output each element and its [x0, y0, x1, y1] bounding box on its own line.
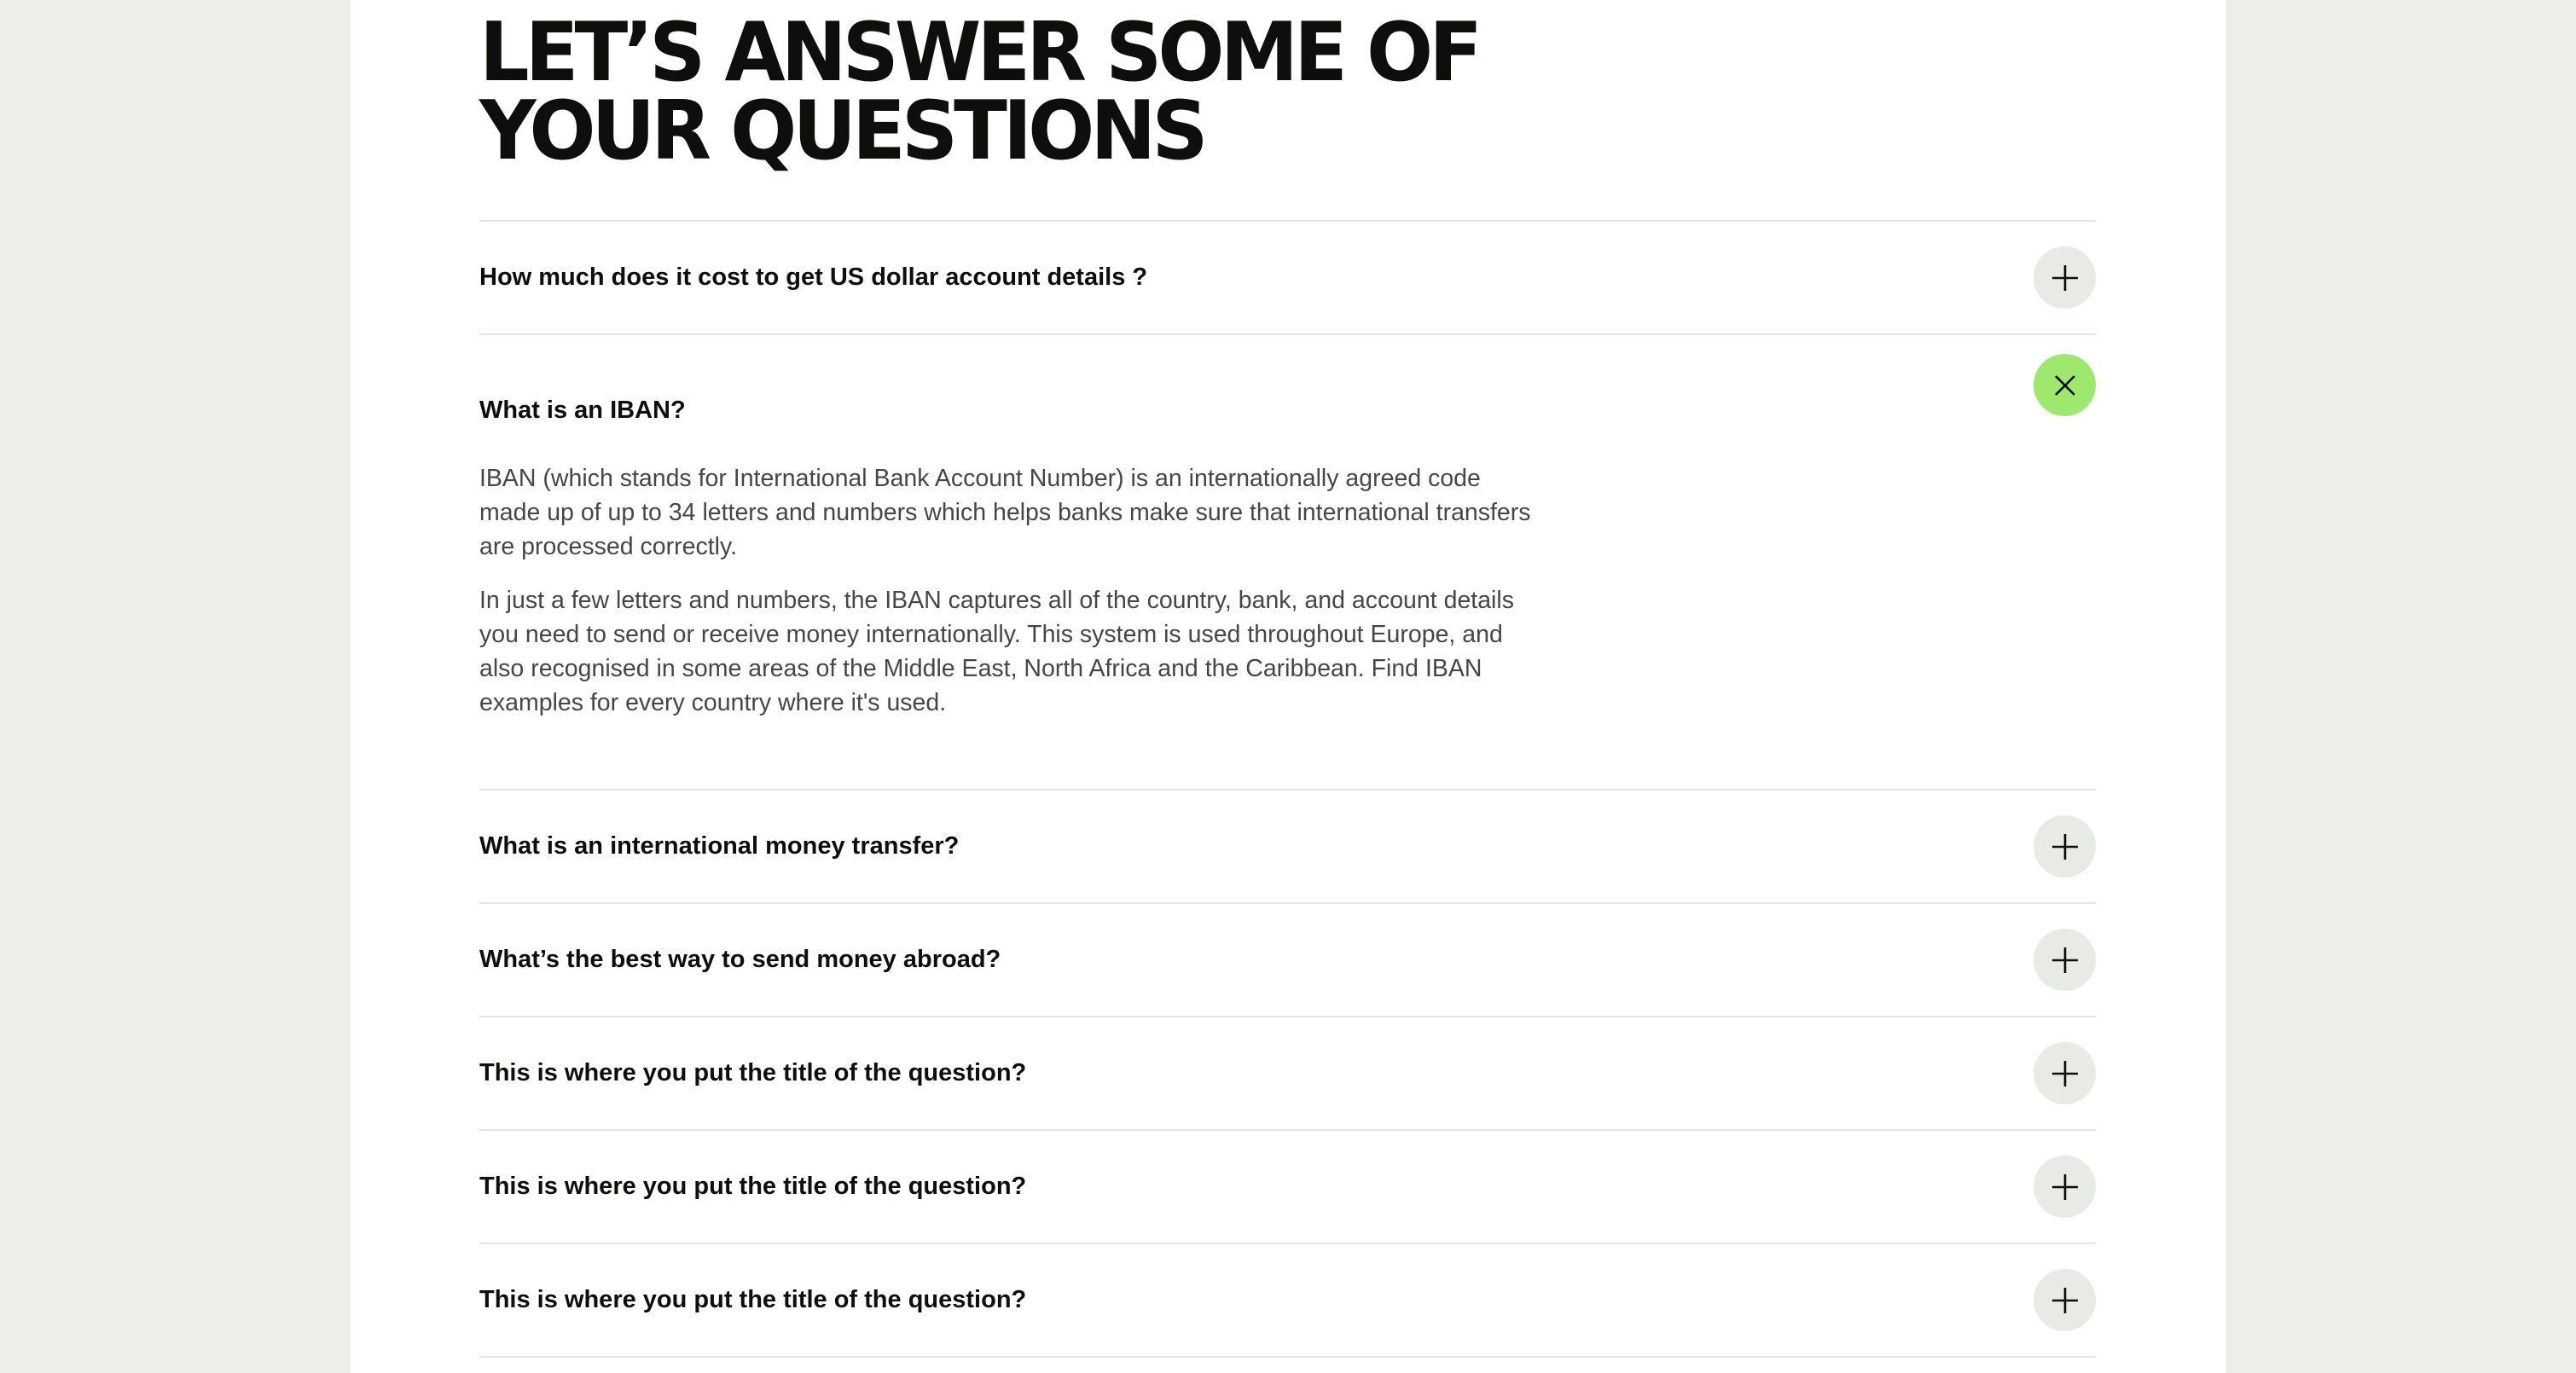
faq-answer-paragraph: IBAN (which stands for International Bank Account Number) is an internationally agreed code made up of up to 34 letters and numbers which helps banks make sure that international transfers are processed correctly.: [479, 465, 1531, 560]
faq-question[interactable]: What is an IBAN?: [479, 397, 686, 424]
faq-item[interactable]: [479, 222, 2096, 335]
faq-expand-button[interactable]: [2034, 1156, 2096, 1218]
faq-expand-button[interactable]: [2034, 246, 2096, 309]
faq-item-expanded[interactable]: [479, 335, 2096, 791]
plus-icon: [2051, 1173, 2080, 1202]
faq-question[interactable]: How much does it cost to get US dollar account details ?: [479, 264, 1148, 291]
plus-icon: [2051, 946, 2080, 975]
close-icon: [2054, 374, 2076, 397]
faq-item[interactable]: [479, 791, 2096, 904]
faq-expand-button[interactable]: [2034, 1269, 2096, 1331]
faq-answer: [479, 461, 1546, 739]
faq-answer-paragraph: In just a few letters and numbers, the IBAN captures all of the country, bank, and account details you need to send or receive money internationally. This system is used throughout Europe, and also recognised in some areas of the Middle East, North Africa and the Caribbean. Find IBAN examples for every country where it's used.: [479, 587, 1514, 716]
faq-question[interactable]: This is where you put the title of the question?: [479, 1286, 1027, 1313]
faq-heading: [479, 4, 1503, 178]
faq-heading-line-1: LET’S ANSWER SOME OF: [479, 4, 1479, 100]
plus-icon: [2051, 1059, 2080, 1088]
faq-expand-button[interactable]: [2034, 815, 2096, 878]
faq-collapse-button[interactable]: [2034, 354, 2096, 416]
faq-heading-line-2: YOUR QUESTIONS: [479, 83, 1204, 178]
faq-item[interactable]: [479, 904, 2096, 1017]
faq-question[interactable]: This is where you put the title of the question?: [479, 1173, 1027, 1200]
faq-expand-button[interactable]: [2034, 1042, 2096, 1104]
faq-item[interactable]: [479, 1244, 2096, 1358]
faq-item[interactable]: [479, 1131, 2096, 1244]
faq-expand-button[interactable]: [2034, 929, 2096, 991]
plus-icon: [2051, 832, 2080, 861]
faq-page: [350, 0, 2226, 1373]
faq-item[interactable]: [479, 1017, 2096, 1131]
faq-question[interactable]: What is an international money transfer?: [479, 832, 960, 860]
faq-list: [479, 220, 2096, 1358]
plus-icon: [2051, 264, 2080, 293]
faq-question[interactable]: What’s the best way to send money abroad?: [479, 946, 1001, 973]
plus-icon: [2051, 1286, 2080, 1315]
faq-question[interactable]: This is where you put the title of the question?: [479, 1059, 1027, 1086]
